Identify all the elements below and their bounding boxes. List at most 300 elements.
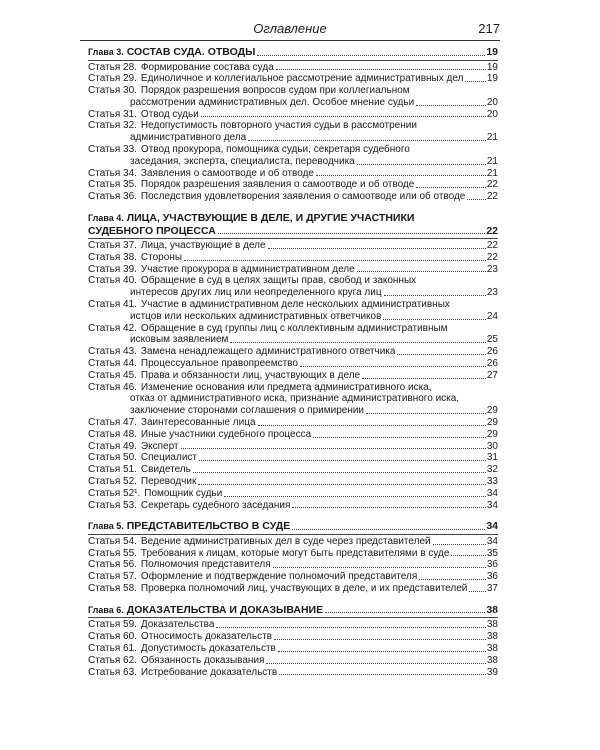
article-title-continued: исковым заявлением	[130, 334, 229, 346]
article-title: Иные участники судебного процесса	[140, 428, 312, 440]
dot-leader	[416, 187, 486, 188]
article-line	[88, 417, 498, 429]
article-title-continued: рассмотрении административных дел. Особое мнение судьи	[130, 96, 415, 108]
article-entry	[88, 583, 498, 595]
article-page: 20	[486, 108, 498, 120]
article-text	[88, 441, 179, 453]
article-title: Участие в административном деле нескольких административных	[140, 299, 450, 311]
chapter-section	[88, 604, 498, 678]
chapter-title: ПРЕДСТАВИТЕЛЬСТВО В СУДЕ	[126, 520, 291, 533]
article-text	[88, 655, 264, 667]
article-title: Процессуальное правопреемство	[140, 358, 298, 370]
article-page: 25	[486, 334, 498, 346]
dot-leader	[362, 378, 486, 379]
article-page: 36	[486, 559, 498, 571]
article-line	[88, 571, 498, 583]
article-entry	[88, 488, 498, 500]
article-page: 37	[486, 583, 498, 595]
article-entry	[88, 370, 498, 382]
article-title: Оформление и подтверждение полномочий представителя	[140, 571, 418, 583]
article-page: 29	[486, 428, 498, 440]
article-title: Специалист	[140, 452, 197, 464]
article-entry	[88, 85, 498, 109]
article-text	[88, 346, 395, 358]
article-page: 30	[486, 440, 498, 452]
article-text	[88, 464, 191, 476]
article-label: Статья 34.	[88, 167, 137, 179]
article-label: Статья 62.	[88, 654, 137, 666]
article-entry	[88, 500, 498, 512]
article-label: Статья 59.	[88, 619, 137, 631]
chapter-label: Глава 3.	[88, 47, 124, 57]
article-label: Статья 56.	[88, 559, 137, 571]
article-label: Статья 29.	[88, 73, 137, 85]
chapter-title: СОСТАВ СУДА. ОТВОДЫ	[126, 46, 256, 58]
article-label: Статья 30.	[88, 85, 137, 97]
article-line	[88, 85, 498, 97]
article-text	[88, 429, 311, 441]
article-line-continued	[88, 405, 498, 417]
article-entry	[88, 168, 498, 180]
article-line	[88, 382, 498, 394]
dot-leader	[292, 507, 485, 508]
article-page: 19	[486, 73, 498, 85]
dot-leader	[419, 579, 486, 580]
dot-leader	[467, 199, 486, 200]
article-entry	[88, 109, 498, 121]
article-entry	[88, 655, 498, 667]
article-line	[88, 488, 498, 500]
chapter-label: Глава 5.	[88, 521, 124, 532]
article-line	[88, 631, 498, 643]
article-label: Статья 41.	[88, 299, 137, 311]
article-text	[88, 109, 199, 121]
article-entry	[88, 631, 498, 643]
dot-leader	[257, 55, 485, 56]
article-page: 31	[486, 452, 498, 464]
chapter-heading	[88, 604, 498, 617]
article-line	[88, 240, 498, 252]
article-label: Статья 50.	[88, 452, 137, 464]
article-line	[88, 62, 498, 74]
article-title: Единоличное и коллегиальное рассмотрение административных дел	[140, 73, 464, 85]
dot-leader	[384, 295, 486, 296]
article-text	[88, 240, 266, 252]
article-title-continued: отказ от административного иска, признание административного иска,	[130, 393, 460, 405]
article-text	[88, 643, 276, 655]
article-line	[88, 441, 498, 453]
article-label: Статья 39.	[88, 263, 137, 275]
article-text	[88, 488, 222, 500]
article-text	[88, 500, 290, 512]
article-label: Статья 36.	[88, 191, 137, 203]
article-entry	[88, 299, 498, 323]
dot-leader	[397, 354, 485, 355]
article-label: Статья 47.	[88, 417, 137, 429]
dot-leader	[313, 437, 486, 438]
chapter-divider	[88, 534, 498, 535]
article-line-continued	[88, 97, 498, 109]
article-entry	[88, 275, 498, 299]
article-text	[88, 583, 467, 595]
dot-leader	[279, 674, 486, 675]
article-line	[88, 252, 498, 264]
article-text	[88, 358, 298, 370]
article-text	[88, 275, 416, 287]
article-title: Требования к лицам, которые могут быть представителями в суде	[140, 547, 450, 559]
article-page: 34	[486, 487, 498, 499]
article-entry	[88, 252, 498, 264]
dot-leader	[216, 627, 485, 628]
article-label: Статья 52.	[88, 476, 137, 487]
dot-leader	[274, 639, 486, 640]
article-line	[88, 452, 498, 464]
article-title: Обращение в суд группы лиц с коллективным административным	[140, 322, 448, 334]
article-title: Обращение в суд в целях защиты прав, свобод и законных	[140, 275, 417, 287]
dot-leader	[273, 567, 486, 568]
article-label: Статья 58.	[88, 583, 137, 595]
article-title: Участие прокурора в административном деле	[140, 263, 355, 275]
article-entry	[88, 548, 498, 560]
article-line	[88, 73, 498, 85]
article-line-continued	[88, 311, 498, 323]
chapter-divider	[88, 60, 498, 61]
article-entry	[88, 382, 498, 417]
article-label: Статья 28.	[88, 61, 137, 73]
article-entry	[88, 264, 498, 276]
article-label: Статья 57.	[88, 571, 137, 583]
article-label: Статья 48.	[88, 428, 137, 440]
article-title: Изменение основания или предмета административного иска,	[140, 381, 432, 393]
article-label: Статья 43.	[88, 346, 137, 358]
chapter-heading-continued	[88, 225, 498, 238]
article-page: 21	[486, 155, 498, 167]
article-line	[88, 559, 498, 571]
article-title: Переводчик	[140, 476, 197, 487]
article-line	[88, 120, 498, 132]
chapter-page: 22	[486, 224, 498, 237]
article-title: Права и обязанности лиц, участвующих в деле	[140, 369, 361, 381]
article-entry	[88, 667, 498, 679]
article-text	[88, 619, 214, 631]
article-text	[88, 667, 277, 679]
article-label: Статья 53.	[88, 499, 137, 511]
header-title: Оглавление	[253, 21, 327, 36]
article-page: 20	[486, 96, 498, 108]
chapter-divider	[88, 238, 498, 239]
article-entry	[88, 643, 498, 655]
chapter-label: Глава 6.	[88, 604, 124, 615]
article-text	[88, 476, 196, 488]
article-label: Статья 32.	[88, 120, 137, 132]
article-line	[88, 264, 498, 276]
article-page: 34	[486, 499, 498, 511]
dot-leader	[218, 233, 485, 234]
article-label: Статья 54.	[88, 535, 137, 547]
dot-leader	[198, 484, 486, 485]
article-line	[88, 370, 498, 382]
article-line	[88, 667, 498, 679]
article-page: 22	[486, 179, 498, 191]
article-title: Ведение административных дел в суде через представителей	[140, 535, 431, 547]
article-text	[88, 120, 417, 132]
dot-leader	[184, 260, 486, 261]
article-text	[88, 179, 414, 191]
article-label: Статья 63.	[88, 666, 137, 678]
dot-leader	[181, 448, 486, 449]
article-entry	[88, 619, 498, 631]
header-page-number: 217	[478, 21, 500, 36]
chapter-heading-text	[88, 520, 290, 533]
article-title: Стороны	[140, 251, 183, 263]
article-page: 34	[486, 535, 498, 547]
article-text	[88, 252, 182, 264]
table-of-contents	[88, 46, 498, 678]
article-line	[88, 536, 498, 548]
article-entry	[88, 179, 498, 191]
dot-leader	[366, 413, 486, 414]
article-text	[88, 323, 448, 335]
article-text	[88, 559, 271, 571]
article-line-continued	[88, 393, 498, 405]
article-title: Секретарь судебного заседания	[140, 499, 291, 511]
chapter-section	[88, 212, 498, 511]
article-title-continued: административного дела	[130, 132, 247, 144]
article-title: Относимость доказательств	[140, 631, 272, 643]
article-entry	[88, 191, 498, 203]
article-label: Статья 38.	[88, 251, 137, 263]
article-text	[88, 144, 410, 156]
article-line	[88, 619, 498, 631]
chapter-heading	[88, 212, 498, 225]
header-rule	[80, 40, 500, 41]
article-page: 38	[486, 619, 498, 631]
dot-leader	[357, 271, 486, 272]
article-entry	[88, 240, 498, 252]
article-line	[88, 583, 498, 595]
dot-leader	[248, 140, 486, 141]
chapter-divider	[88, 617, 498, 618]
article-label: Статья 45.	[88, 369, 137, 381]
article-page: 38	[486, 642, 498, 654]
dot-leader	[325, 612, 485, 613]
article-page: 22	[486, 240, 498, 252]
article-page: 29	[486, 405, 498, 417]
article-label: Статья 55.	[88, 547, 137, 559]
chapter-section	[88, 46, 498, 203]
article-label: Статья 44.	[88, 358, 137, 370]
dot-leader	[469, 591, 485, 592]
page-header	[80, 18, 500, 38]
chapter-label: Глава 4.	[88, 213, 124, 224]
article-entry	[88, 417, 498, 429]
article-title: Истребование доказательств	[140, 666, 278, 678]
article-line	[88, 346, 498, 358]
article-label: Статья 42.	[88, 322, 137, 334]
article-label: Статья 37.	[88, 240, 137, 252]
article-text	[88, 191, 465, 203]
article-page: 21	[486, 167, 498, 179]
dot-leader	[292, 529, 485, 530]
article-text	[88, 85, 410, 97]
article-label: Статья 46.	[88, 381, 137, 393]
article-line-continued	[88, 334, 498, 346]
article-title-continued: заключение сторонами соглашения о примирении	[130, 405, 365, 417]
article-line	[88, 429, 498, 441]
article-text	[88, 631, 272, 643]
article-title: Заявления о самоотводе и об отводе	[140, 167, 314, 179]
article-entry	[88, 62, 498, 74]
article-title-continued: интересов других лиц или неопределенного круга лиц	[130, 287, 382, 299]
dot-leader	[316, 175, 486, 176]
article-page: 24	[486, 310, 498, 322]
article-entry	[88, 452, 498, 464]
dot-leader	[266, 663, 485, 664]
dot-leader	[199, 460, 486, 461]
article-entry	[88, 464, 498, 476]
article-line	[88, 144, 498, 156]
article-entry	[88, 571, 498, 583]
article-entry	[88, 144, 498, 168]
article-title: Замена ненадлежащего административного ответчика	[140, 346, 396, 358]
article-label: Статья 52¹.	[88, 487, 141, 499]
article-entry	[88, 73, 498, 85]
dot-leader	[230, 342, 486, 343]
article-title: Порядок разрешения вопросов судом при коллегиальном	[140, 85, 410, 97]
article-text	[88, 62, 274, 74]
article-label: Статья 33.	[88, 144, 137, 156]
article-entry	[88, 358, 498, 370]
article-title: Проверка полномочий лиц, участвующих в деле, и их представителей	[140, 583, 468, 595]
article-title: Порядок разрешения заявления о самоотводе и об отводе	[140, 179, 415, 191]
article-label: Статья 61.	[88, 642, 137, 654]
article-line	[88, 500, 498, 512]
dot-leader	[276, 69, 486, 70]
article-title: Помощник судьи	[144, 487, 223, 499]
dot-leader	[451, 555, 485, 556]
article-text	[88, 299, 450, 311]
article-entry	[88, 536, 498, 548]
article-title: Лица, участвующие в деле	[140, 240, 266, 252]
dot-leader	[258, 425, 486, 426]
chapter-heading	[88, 520, 498, 533]
article-text	[88, 452, 197, 464]
article-title: Отвод судьи	[140, 108, 199, 120]
article-label: Статья 35.	[88, 179, 137, 191]
article-line	[88, 548, 498, 560]
article-label: Статья 51.	[88, 464, 137, 476]
article-line	[88, 643, 498, 655]
article-text	[88, 382, 432, 394]
chapter-heading-text	[88, 604, 323, 617]
article-title: Отвод прокурора, помощника судьи, секретаря судебного	[140, 144, 410, 156]
article-page: 19	[486, 61, 498, 73]
article-entry	[88, 429, 498, 441]
chapter-heading-text	[88, 46, 255, 59]
article-page: 23	[486, 287, 498, 299]
article-label: Статья 60.	[88, 631, 137, 643]
article-title: Последствия удовлетворения заявления о самоотводе или об отводе	[140, 191, 466, 203]
article-page: 36	[486, 571, 498, 583]
article-line	[88, 275, 498, 287]
article-entry	[88, 323, 498, 347]
article-title: Обязанность доказывания	[140, 654, 265, 666]
article-entry	[88, 476, 498, 488]
article-page: 29	[486, 417, 498, 429]
article-entry	[88, 120, 498, 144]
chapter-page: 34	[486, 520, 498, 533]
article-text	[88, 168, 314, 180]
chapter-page: 19	[486, 46, 498, 58]
article-title: Полномочия представителя	[140, 559, 271, 571]
article-entry	[88, 441, 498, 453]
dot-leader	[433, 544, 486, 545]
article-title-continued: заседания, эксперта, специалиста, переводчика	[130, 155, 355, 167]
article-page: 32	[486, 464, 498, 476]
article-line	[88, 299, 498, 311]
article-entry	[88, 559, 498, 571]
article-page: 38	[486, 631, 498, 643]
article-label: Статья 40.	[88, 275, 137, 287]
article-title: Формирование состава суда	[140, 61, 274, 73]
article-title: Заинтересованные лица	[140, 417, 256, 429]
dot-leader	[224, 496, 486, 497]
dot-leader	[201, 116, 486, 117]
chapter-title: ДОКАЗАТЕЛЬСТВА И ДОКАЗЫВАНИЕ	[126, 603, 324, 616]
dot-leader	[416, 105, 486, 106]
article-line	[88, 464, 498, 476]
article-label: Статья 49.	[88, 440, 137, 452]
dot-leader	[278, 651, 486, 652]
article-line	[88, 191, 498, 203]
article-label: Статья 31.	[88, 108, 137, 120]
article-entry	[88, 346, 498, 358]
article-text	[88, 264, 355, 276]
article-line	[88, 179, 498, 191]
article-line-continued	[88, 156, 498, 168]
chapter-heading	[88, 46, 498, 59]
article-text	[88, 370, 360, 382]
article-page: 33	[486, 476, 498, 487]
article-title: Допустимость доказательств	[140, 642, 276, 654]
chapter-title-continued: СУДЕБНОГО ПРОЦЕССА	[88, 224, 216, 237]
article-text	[88, 571, 417, 583]
dot-leader	[383, 319, 485, 320]
article-page: 35	[486, 547, 498, 559]
article-text	[88, 536, 431, 548]
chapter-heading-text	[88, 212, 414, 225]
article-line	[88, 323, 498, 335]
article-title: Эксперт	[140, 440, 179, 452]
article-page: 39	[486, 666, 498, 678]
chapter-title: ЛИЦА, УЧАСТВУЮЩИЕ В ДЕЛЕ, И ДРУГИЕ УЧАСТНИКИ	[126, 212, 415, 225]
dot-leader	[357, 164, 486, 165]
article-line	[88, 168, 498, 180]
dot-leader	[268, 248, 486, 249]
article-text	[88, 417, 256, 429]
article-line	[88, 655, 498, 667]
article-page: 26	[486, 346, 498, 358]
chapter-section	[88, 520, 498, 594]
article-line	[88, 358, 498, 370]
article-page: 22	[486, 251, 498, 263]
article-page: 38	[486, 654, 498, 666]
article-title: Свидетель	[140, 464, 191, 476]
article-title: Недопустимость повторного участия судьи в рассмотрении	[140, 120, 417, 132]
article-page: 27	[486, 369, 498, 381]
article-page: 22	[486, 191, 498, 203]
dot-leader	[193, 472, 486, 473]
